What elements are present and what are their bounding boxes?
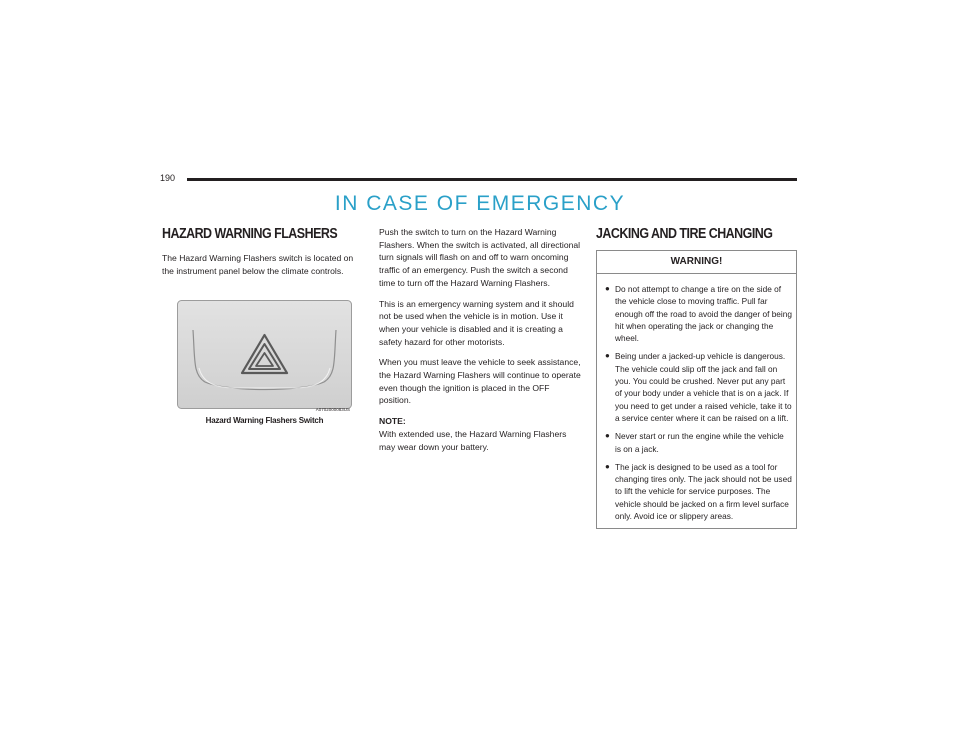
warning-box bbox=[596, 250, 797, 529]
hazard-note bbox=[379, 415, 581, 453]
hazard-paragraph-2: This is an emergency warning system and it should not be used when the vehicle is in motion. Use it when your vehicle is disabled and it is creating a safety hazard for other motorists. bbox=[379, 298, 574, 347]
hazard-heading: HAZARD WARNING FLASHERS bbox=[162, 226, 338, 242]
hazard-column-1 bbox=[162, 226, 367, 285]
warning-item bbox=[605, 283, 792, 344]
warning-item-text: Do not attempt to change a tire on the side of the vehicle close to moving traffic. Pull far enough off the road to avoid the danger of being hit when operating the jack or changing the wheel. bbox=[615, 284, 792, 344]
figure-code: A0702000083US bbox=[315, 407, 350, 412]
jacking-column bbox=[596, 226, 798, 252]
hazard-switch-figure bbox=[177, 300, 352, 412]
warning-item-text: The jack is designed to be used as a tool for changing tires only. The jack should not be used to lift the vehicle for service purposes. The vehicle should be jacked on a firm level surface only. Avoid ice or slippery areas. bbox=[615, 461, 792, 522]
page-number: 190 bbox=[160, 173, 176, 183]
hazard-column-2 bbox=[379, 226, 581, 461]
hazard-switch-illustration bbox=[177, 300, 352, 412]
warning-item bbox=[605, 461, 792, 522]
jacking-heading: JACKING AND TIRE CHANGING bbox=[596, 226, 773, 242]
warning-item bbox=[605, 350, 792, 424]
note-label: NOTE: bbox=[379, 416, 406, 427]
hazard-paragraph-3: When you must leave the vehicle to seek assistance, the Hazard Warning Flashers will continue to operate even though the ignition is placed in the OFF position. bbox=[379, 357, 581, 406]
figure-caption: Hazard Warning Flashers Switch bbox=[205, 416, 324, 425]
warning-item-text: Never start or run the engine while the vehicle is on a jack. bbox=[615, 431, 784, 454]
header-rule bbox=[187, 178, 797, 181]
bullet-icon: ● bbox=[605, 431, 610, 441]
bullet-icon: ● bbox=[605, 284, 610, 293]
bullet-icon: ● bbox=[605, 351, 610, 361]
chapter-title: IN CASE OF EMERGENCY bbox=[334, 192, 626, 215]
warning-title: WARNING! bbox=[597, 251, 796, 274]
warning-item bbox=[605, 430, 792, 455]
warning-list bbox=[597, 274, 796, 522]
warning-item-text: Being under a jacked-up vehicle is dangerous. The vehicle could slip off the jack and fall on you. You could be crushed. Never put any part of your body under a vehicle that is on a jack. If you need to get under a raised vehicle, take it to a service center where it can be raised on a lift. bbox=[615, 351, 792, 423]
hazard-paragraph-1: Push the switch to turn on the Hazard Warning Flashers. When the switch is activated, all directional turn signals will flash on and off to warn oncoming traffic of an emergency. Push the switch a second time to turn off the Hazard Warning Flashers. bbox=[379, 227, 581, 288]
hazard-intro: The Hazard Warning Flashers switch is located on the instrument panel below the climate controls. bbox=[162, 253, 354, 276]
note-text: With extended use, the Hazard Warning Flashers may wear down your battery. bbox=[379, 428, 567, 452]
bullet-icon: ● bbox=[605, 461, 610, 471]
